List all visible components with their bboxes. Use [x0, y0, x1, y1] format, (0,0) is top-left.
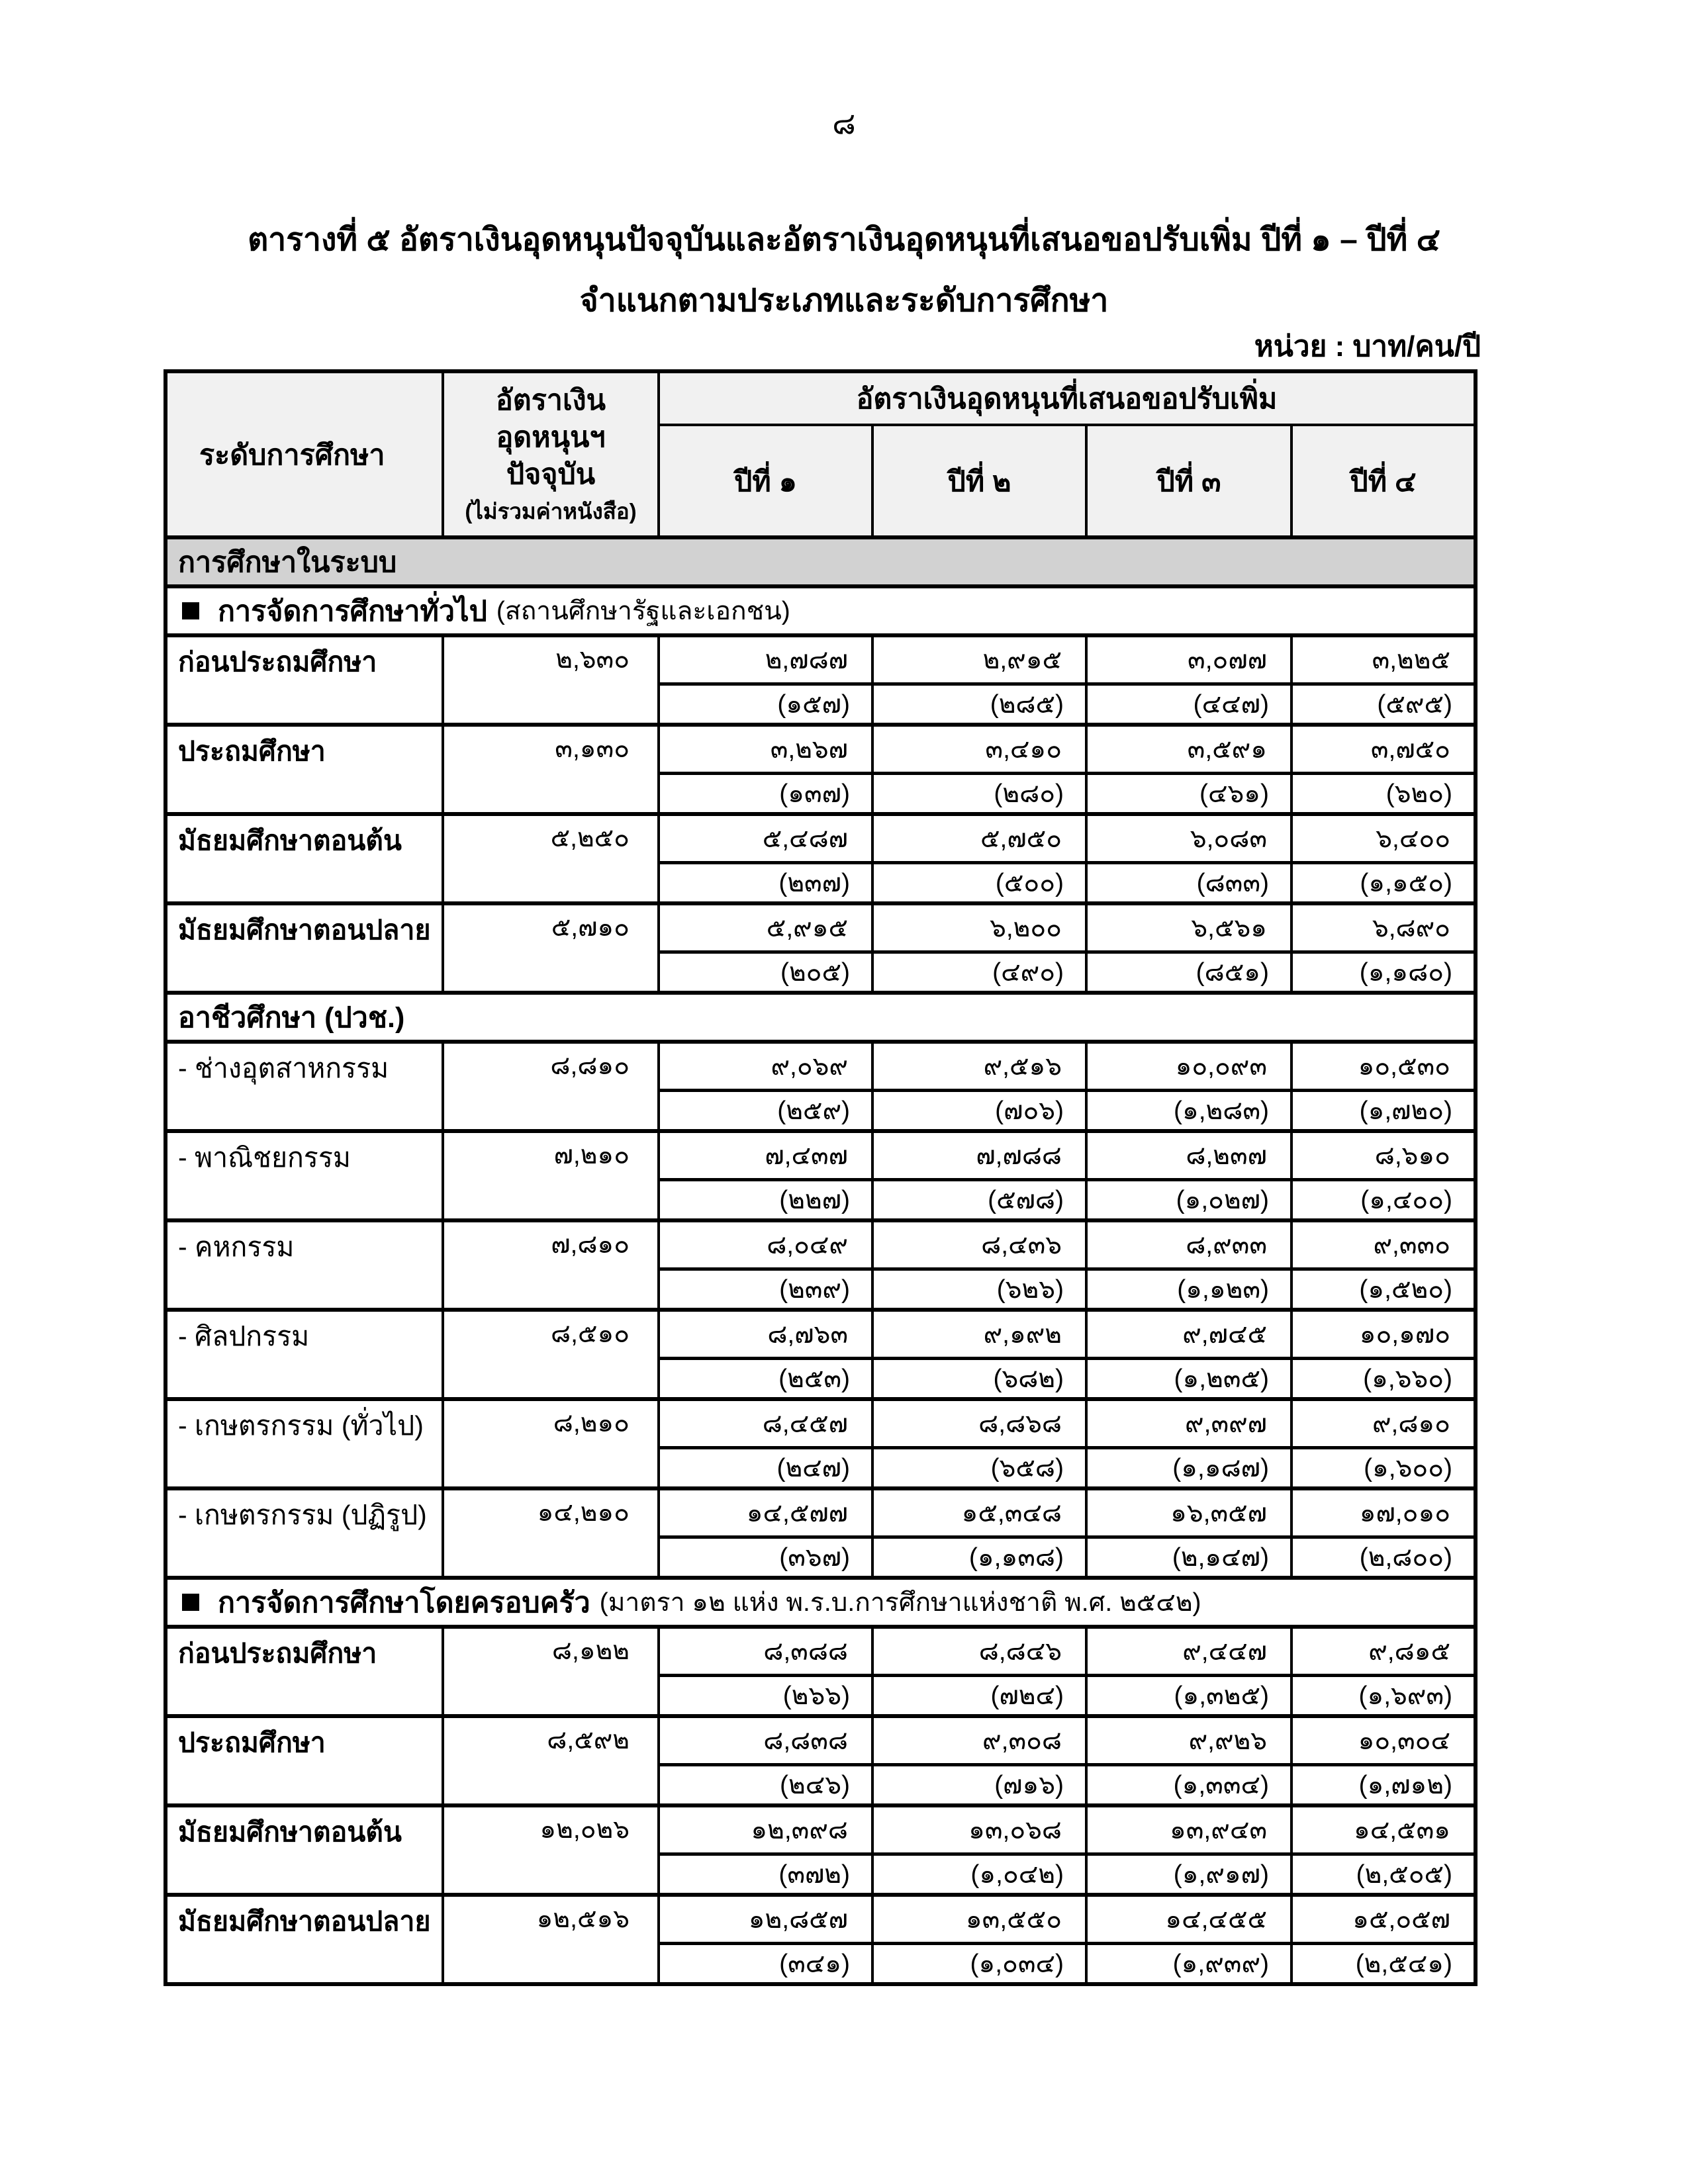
increment-value: (๖๒๖): [871, 1267, 1085, 1308]
table-row: [167, 637, 1474, 727]
increment-value: (๑,๕๒๐): [1290, 1267, 1474, 1308]
level-label: ก่อนประถมศึกษา: [178, 647, 377, 677]
table-row: [167, 1490, 1474, 1580]
increment-value: (๒๕๓): [657, 1357, 871, 1397]
year-value: ๙,๓๙๗: [1085, 1401, 1290, 1446]
current-rate-value: ๕,๗๑๐: [442, 905, 657, 991]
increment-value: (๗๐๖): [871, 1089, 1085, 1129]
increment-value: (๒๐๕): [657, 950, 871, 991]
year-value: ๖,๐๘๓: [1085, 816, 1290, 861]
year-value: ๙,๗๔๕: [1085, 1312, 1290, 1357]
table-row: [167, 1044, 1474, 1133]
section-label: การจัดการศึกษาทั่วไป: [218, 596, 487, 627]
year-value: ๙,๑๙๒: [871, 1312, 1085, 1357]
year-value: ๑๐,๕๓๐: [1290, 1044, 1474, 1089]
increment-value: (๑,๖๙๓): [1290, 1674, 1474, 1714]
level-label: มัธยมศึกษาตอนปลาย: [178, 915, 431, 945]
increment-value: (๑,๙๓๙): [1085, 1942, 1290, 1982]
increment-value: (๔๖๑): [1085, 772, 1290, 812]
table-row: [167, 905, 1474, 995]
increment-value: (๒๓๙): [657, 1267, 871, 1308]
increment-value: (๓๖๗): [657, 1535, 871, 1576]
increment-value: (๗๒๔): [871, 1674, 1085, 1714]
increment-value: (๓๗๒): [657, 1852, 871, 1893]
level-label: มัธยมศึกษาตอนต้น: [178, 825, 402, 856]
year-value: ๑๕,๐๕๗: [1290, 1897, 1474, 1942]
year-value: ๘,๘๖๘: [871, 1401, 1085, 1446]
table-row: [167, 727, 1474, 816]
year-value: ๓,๕๙๑: [1085, 727, 1290, 772]
page-number: ๘: [832, 106, 856, 140]
increment-value: (๑,๑๘๐): [1290, 950, 1474, 991]
increment-value: (๒๔๗): [657, 1446, 871, 1486]
year-value: ๑๒,๓๙๘: [657, 1807, 871, 1852]
year-value: ๒,๗๘๗: [657, 637, 871, 682]
bullet-icon: [182, 602, 199, 619]
table-row: [167, 1312, 1474, 1401]
increment-value: (๖๘๒): [871, 1357, 1085, 1397]
increment-value: (๒,๘๐๐): [1290, 1535, 1474, 1576]
increment-value: (๑,๒๓๕): [1085, 1357, 1290, 1397]
increment-value: (๑,๓๓๔): [1085, 1763, 1290, 1803]
year-value: ๖,๔๐๐: [1290, 816, 1474, 861]
section-label: การจัดการศึกษาโดยครอบครัว: [218, 1587, 590, 1619]
header-year-3: ปีที่ ๓: [1085, 424, 1290, 535]
increment-value: (๑,๔๐๐): [1290, 1178, 1474, 1218]
increment-value: (๑,๓๒๕): [1085, 1674, 1290, 1714]
current-rate-value: ๕,๒๕๐: [442, 816, 657, 901]
year-value: ๘,๔๓๖: [871, 1222, 1085, 1267]
increment-value: (๕๗๘): [871, 1178, 1085, 1218]
header-current-line3: ปัจจุบัน: [506, 459, 596, 490]
increment-value: (๕๐๐): [871, 861, 1085, 901]
increment-value: (๑,๑๕๐): [1290, 861, 1474, 901]
increment-value: (๘๕๑): [1085, 950, 1290, 991]
year-value: ๓,๐๗๗: [1085, 637, 1290, 682]
increment-value: (๖๕๘): [871, 1446, 1085, 1486]
increment-value: (๑,๑๓๘): [871, 1535, 1085, 1576]
increment-value: (๒,๕๔๑): [1290, 1942, 1474, 1982]
year-value: ๕,๗๕๐: [871, 816, 1085, 861]
year-value: ๑๓,๕๕๐: [871, 1897, 1085, 1942]
year-value: ๑๖,๓๕๗: [1085, 1490, 1290, 1535]
header-current-column: [442, 373, 657, 535]
table-title-line1: ตารางที่ ๕ อัตราเงินอุดหนุนปัจจุบันและอัตราเงินอุดหนุนที่เสนอขอปรับเพิ่ม ปีที่ ๑ – ปีที่ ๔: [248, 222, 1440, 257]
bullet-icon: [182, 1594, 199, 1611]
year-value: ๙,๘๑๕: [1290, 1629, 1474, 1674]
level-label: ก่อนประถมศึกษา: [178, 1638, 377, 1668]
increment-value: (๒๖๖): [657, 1674, 871, 1714]
increment-value: (๒๔๖): [657, 1763, 871, 1803]
table-header: [167, 373, 1474, 539]
increment-value: (๑๕๗): [657, 682, 871, 723]
level-label: มัธยมศึกษาตอนปลาย: [178, 1906, 431, 1936]
increment-value: (๘๓๓): [1085, 861, 1290, 901]
current-rate-value: ๓,๑๓๐: [442, 727, 657, 812]
section-band: [167, 995, 1474, 1044]
level-label: - พาณิชยกรรม: [178, 1142, 351, 1173]
table-row: [167, 1222, 1474, 1312]
increment-value: (๖๒๐): [1290, 772, 1474, 812]
year-value: ๒,๙๑๕: [871, 637, 1085, 682]
year-value: ๘,๗๖๓: [657, 1312, 871, 1357]
increment-value: (๗๑๖): [871, 1763, 1085, 1803]
year-value: ๑๐,๓๐๔: [1290, 1718, 1474, 1763]
section-band: [167, 588, 1474, 637]
year-value: ๓,๒๖๗: [657, 727, 871, 772]
level-label: ประถมศึกษา: [178, 736, 326, 766]
header-level-column: ระดับการศึกษา: [199, 439, 385, 471]
year-value: ๑๓,๙๔๓: [1085, 1807, 1290, 1852]
header-current-line2: อุดหนุนฯ: [496, 422, 606, 454]
year-value: ๙,๘๑๐: [1290, 1401, 1474, 1446]
header-year-1: ปีที่ ๑: [657, 424, 871, 535]
year-value: ๙,๔๔๗: [1085, 1629, 1290, 1674]
increment-value: (๑,๐๒๗): [1085, 1178, 1290, 1218]
increment-value: (๑,๗๒๐): [1290, 1089, 1474, 1129]
year-value: ๑๔,๔๕๕: [1085, 1897, 1290, 1942]
year-value: ๖,๒๐๐: [871, 905, 1085, 950]
increment-value: (๒๘๕): [871, 682, 1085, 723]
increment-value: (๒๕๙): [657, 1089, 871, 1129]
year-value: ๙,๕๑๖: [871, 1044, 1085, 1089]
year-value: ๘,๔๕๗: [657, 1401, 871, 1446]
year-value: ๘,๓๘๘: [657, 1629, 871, 1674]
current-rate-value: ๘,๕๙๒: [442, 1718, 657, 1803]
increment-value: (๑,๖๐๐): [1290, 1446, 1474, 1486]
table-row: [167, 816, 1474, 905]
header-proposed-group: อัตราเงินอุดหนุนที่เสนอขอปรับเพิ่ม: [657, 373, 1474, 424]
current-rate-value: ๑๔,๒๑๐: [442, 1490, 657, 1576]
increment-value: (๑,๖๖๐): [1290, 1357, 1474, 1397]
increment-value: (๑,๙๑๗): [1085, 1852, 1290, 1893]
unit-label: หน่วย : บาท/คน/ปี: [1254, 330, 1481, 363]
table-row: [167, 1897, 1474, 1982]
year-value: ๓,๗๕๐: [1290, 727, 1474, 772]
year-value: ๙,๓๐๘: [871, 1718, 1085, 1763]
section-band: [167, 539, 1474, 588]
increment-value: (๑,๑๘๗): [1085, 1446, 1290, 1486]
year-value: ๓,๔๑๐: [871, 727, 1085, 772]
year-value: ๘,๘๔๖: [871, 1629, 1085, 1674]
year-value: ๙,๐๖๙: [657, 1044, 871, 1089]
section-note: (สถานศึกษารัฐและเอกชน): [496, 597, 790, 625]
increment-value: (๕๙๕): [1290, 682, 1474, 723]
level-label: - เกษตรกรรม (ปฏิรูป): [178, 1500, 427, 1530]
year-value: ๘,๙๓๓: [1085, 1222, 1290, 1267]
year-value: ๘,๐๔๙: [657, 1222, 871, 1267]
year-value: ๑๔,๕๓๑: [1290, 1807, 1474, 1852]
year-value: ๗,๗๘๘: [871, 1133, 1085, 1178]
table-body: [167, 539, 1474, 1982]
increment-value: (๑,๑๒๓): [1085, 1267, 1290, 1308]
current-rate-value: ๑๒,๐๒๖: [442, 1807, 657, 1893]
header-year-2: ปีที่ ๒: [871, 424, 1085, 535]
subsidy-rate-table: [164, 369, 1477, 1986]
year-value: ๑๔,๕๗๗: [657, 1490, 871, 1535]
increment-value: (๒๓๗): [657, 861, 871, 901]
year-value: ๙,๓๓๐: [1290, 1222, 1474, 1267]
current-rate-value: ๗,๘๑๐: [442, 1222, 657, 1308]
year-value: ๘,๘๓๘: [657, 1718, 871, 1763]
table-row: [167, 1133, 1474, 1222]
current-rate-value: ๗,๒๑๐: [442, 1133, 657, 1218]
current-rate-value: ๒,๖๓๐: [442, 637, 657, 723]
year-value: ๑๓,๐๖๘: [871, 1807, 1085, 1852]
year-value: ๓,๒๒๕: [1290, 637, 1474, 682]
header-year-4: ปีที่ ๔: [1290, 424, 1474, 535]
year-value: ๖,๕๖๑: [1085, 905, 1290, 950]
level-label: - เกษตรกรรม (ทั่วไป): [178, 1410, 424, 1441]
level-label: - ช่างอุตสาหกรรม: [178, 1053, 389, 1083]
level-label: ประถมศึกษา: [178, 1727, 326, 1758]
current-rate-value: ๘,๑๒๒: [442, 1629, 657, 1714]
year-value: ๕,๙๑๕: [657, 905, 871, 950]
year-value: ๖,๘๙๐: [1290, 905, 1474, 950]
table-row: [167, 1718, 1474, 1807]
level-label: มัธยมศึกษาตอนต้น: [178, 1817, 402, 1847]
increment-value: (๑๓๗): [657, 772, 871, 812]
year-value: ๑๗,๐๑๐: [1290, 1490, 1474, 1535]
increment-value: (๑,๒๘๓): [1085, 1089, 1290, 1129]
increment-value: (๔๔๗): [1085, 682, 1290, 723]
year-value: ๑๕,๓๔๘: [871, 1490, 1085, 1535]
current-rate-value: ๘,๒๑๐: [442, 1401, 657, 1486]
current-rate-value: ๘,๘๑๐: [442, 1044, 657, 1129]
year-value: ๕,๔๘๗: [657, 816, 871, 861]
increment-value: (๒๘๐): [871, 772, 1085, 812]
increment-value: (๒,๕๐๕): [1290, 1852, 1474, 1893]
section-label: อาชีวศึกษา (ปวช.): [178, 1002, 405, 1034]
increment-value: (๑,๐๓๔): [871, 1942, 1085, 1982]
increment-value: (๑,๗๑๒): [1290, 1763, 1474, 1803]
header-current-line1: อัตราเงิน: [495, 385, 606, 417]
level-label: - ศิลปกรรม: [178, 1321, 310, 1351]
section-note: (มาตรา ๑๒ แห่ง พ.ร.บ.การศึกษาแห่งชาติ พ.ศ. ๒๕๔๒): [599, 1588, 1201, 1617]
increment-value: (๓๔๑): [657, 1942, 871, 1982]
table-row: [167, 1807, 1474, 1897]
increment-value: (๔๙๐): [871, 950, 1085, 991]
year-value: ๗,๔๓๗: [657, 1133, 871, 1178]
increment-value: (๒๒๗): [657, 1178, 871, 1218]
table-row: [167, 1401, 1474, 1490]
year-value: ๑๐,๐๙๓: [1085, 1044, 1290, 1089]
current-rate-value: ๘,๕๑๐: [442, 1312, 657, 1397]
year-value: ๑๒,๘๕๗: [657, 1897, 871, 1942]
section-label: การศึกษาในระบบ: [178, 547, 397, 578]
increment-value: (๑,๐๔๒): [871, 1852, 1085, 1893]
section-band: [167, 1580, 1474, 1629]
increment-value: (๒,๑๔๗): [1085, 1535, 1290, 1576]
year-value: ๘,๖๑๐: [1290, 1133, 1474, 1178]
level-label: - คหกรรม: [178, 1232, 295, 1262]
table-row: [167, 1629, 1474, 1718]
year-value: ๙,๙๒๖: [1085, 1718, 1290, 1763]
year-value: ๘,๒๓๗: [1085, 1133, 1290, 1178]
current-rate-value: ๑๒,๕๑๖: [442, 1897, 657, 1982]
table-title-line2: จำแนกตามประเภทและระดับการศึกษา: [579, 283, 1109, 318]
header-current-note: (ไม่รวมค่าหนังสือ): [465, 498, 637, 523]
year-value: ๑๐,๑๗๐: [1290, 1312, 1474, 1357]
